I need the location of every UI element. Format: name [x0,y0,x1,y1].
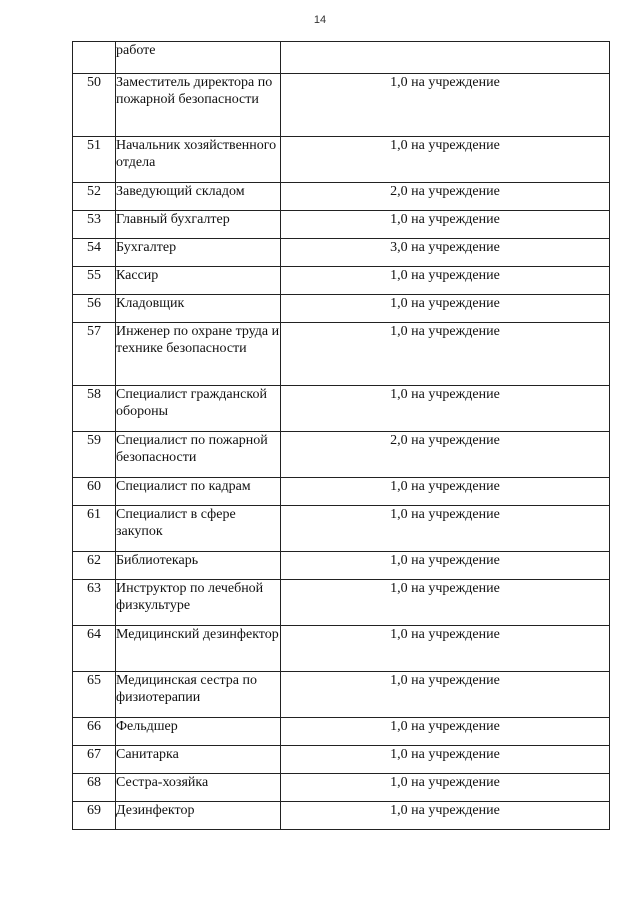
staffing-norm: 1,0 на учреждение [281,137,610,183]
position-title: Специалист по кадрам [116,478,281,506]
row-number: 53 [73,211,116,239]
staffing-norm: 3,0 на учреждение [281,239,610,267]
row-number: 52 [73,183,116,211]
staffing-norm: 2,0 на учреждение [281,183,610,211]
row-number [73,42,116,74]
staffing-norm: 1,0 на учреждение [281,323,610,386]
row-number: 54 [73,239,116,267]
row-number: 55 [73,267,116,295]
staffing-norm: 1,0 на учреждение [281,774,610,802]
row-number: 62 [73,552,116,580]
row-number: 61 [73,506,116,552]
table-row [73,239,610,267]
row-number: 57 [73,323,116,386]
position-title: Кассир [116,267,281,295]
position-title: Инженер по охране труда и технике безопасности [116,323,281,386]
table-row [73,580,610,626]
row-number: 63 [73,580,116,626]
table-row [73,626,610,672]
position-title: Специалист гражданской обороны [116,386,281,432]
row-number: 69 [73,802,116,830]
staffing-norm: 1,0 на учреждение [281,580,610,626]
position-title: Инструктор по лечебной физкультуре [116,580,281,626]
staffing-norm: 1,0 на учреждение [281,74,610,137]
row-number: 56 [73,295,116,323]
table-row [73,672,610,718]
staffing-norm: 1,0 на учреждение [281,718,610,746]
row-number: 58 [73,386,116,432]
table-row [73,774,610,802]
staffing-norm: 1,0 на учреждение [281,386,610,432]
table-row [73,746,610,774]
table-row [73,432,610,478]
table-row [73,295,610,323]
staffing-table [72,41,610,830]
staffing-norm: 1,0 на учреждение [281,626,610,672]
row-number: 64 [73,626,116,672]
position-title: Начальник хозяйственного отдела [116,137,281,183]
position-title: Медицинская сестра по физиотерапии [116,672,281,718]
staffing-table-body [73,42,610,830]
position-title: Дезинфектор [116,802,281,830]
row-number: 66 [73,718,116,746]
staffing-norm: 1,0 на учреждение [281,295,610,323]
staffing-norm: 2,0 на учреждение [281,432,610,478]
position-title: Кладовщик [116,295,281,323]
table-row [73,552,610,580]
staffing-norm [281,42,610,74]
table-row [73,478,610,506]
table-row [73,42,610,74]
position-title: Бухгалтер [116,239,281,267]
position-title: Фельдшер [116,718,281,746]
staffing-norm: 1,0 на учреждение [281,552,610,580]
table-row [73,718,610,746]
table-row [73,74,610,137]
page-number: 14 [313,14,327,26]
row-number: 59 [73,432,116,478]
table-row [73,386,610,432]
row-number: 51 [73,137,116,183]
position-title: Медицинский дезинфектор [116,626,281,672]
table-row [73,506,610,552]
row-number: 65 [73,672,116,718]
position-title: Санитарка [116,746,281,774]
position-title: Заведующий складом [116,183,281,211]
staffing-norm: 1,0 на учреждение [281,672,610,718]
table-row [73,802,610,830]
position-title: Заместитель директора по пожарной безопасности [116,74,281,137]
table-row [73,137,610,183]
row-number: 60 [73,478,116,506]
staffing-norm: 1,0 на учреждение [281,802,610,830]
table-row [73,183,610,211]
staffing-norm: 1,0 на учреждение [281,267,610,295]
staffing-norm: 1,0 на учреждение [281,506,610,552]
position-title: Специалист в сфере закупок [116,506,281,552]
position-title: Главный бухгалтер [116,211,281,239]
table-row [73,211,610,239]
staffing-norm: 1,0 на учреждение [281,211,610,239]
position-title: Специалист по пожарной безопасности [116,432,281,478]
staffing-norm: 1,0 на учреждение [281,746,610,774]
staffing-norm: 1,0 на учреждение [281,478,610,506]
position-title: работе [116,42,281,74]
row-number: 67 [73,746,116,774]
row-number: 68 [73,774,116,802]
position-title: Библиотекарь [116,552,281,580]
position-title: Сестра-хозяйка [116,774,281,802]
row-number: 50 [73,74,116,137]
table-row [73,267,610,295]
table-row [73,323,610,386]
